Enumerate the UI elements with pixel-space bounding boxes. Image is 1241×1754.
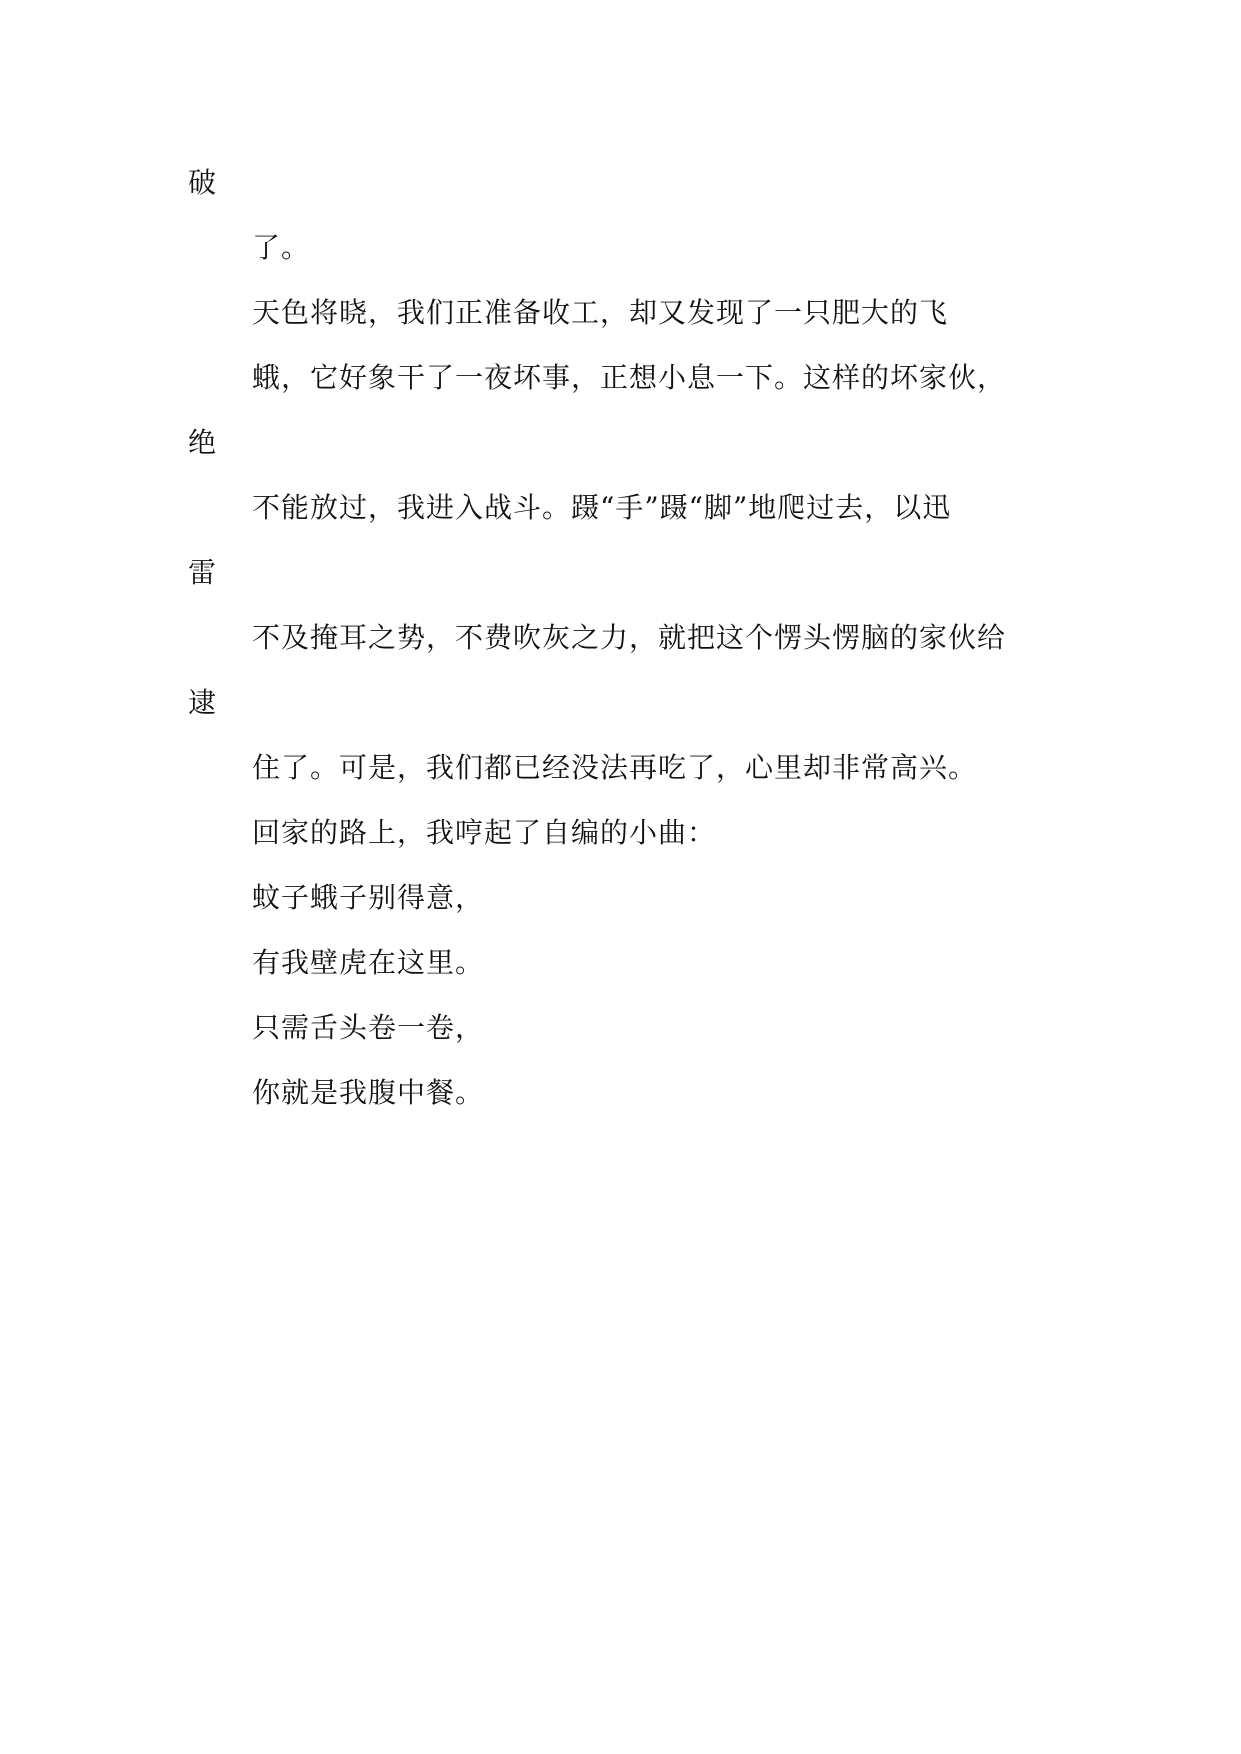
- text-line: 住了。可是，我们都已经没法再吃了，心里却非常高兴。: [252, 751, 978, 784]
- text-line: 不及掩耳之势，不费吹灰之力，就把这个愣头愣脑的家伙给: [252, 621, 1007, 654]
- text-line: 了。: [252, 231, 311, 264]
- poem-line: 你就是我腹中餐。: [252, 1076, 485, 1109]
- text-line: 绝: [188, 426, 218, 459]
- text-line: 逮: [188, 686, 218, 719]
- poem-line: 只需舌头卷一卷，: [252, 1011, 485, 1044]
- poem-line: 蚊子蛾子别得意，: [252, 881, 485, 914]
- text-line: 天色将晓，我们正准备收工，却又发现了一只肥大的飞: [252, 296, 949, 329]
- text-line: 回家的路上，我哼起了自编的小曲：: [252, 816, 717, 849]
- poem-line: 有我壁虎在这里。: [252, 946, 485, 979]
- text-line: 不能放过，我进入战斗。蹑“手”蹑“脚”地爬过去，以迅: [252, 491, 952, 524]
- text-line: 雷: [188, 556, 218, 589]
- text-line: 蛾，它好象干了一夜坏事，正想小息一下。这样的坏家伙，: [252, 361, 1007, 394]
- text-line: 破: [188, 166, 218, 199]
